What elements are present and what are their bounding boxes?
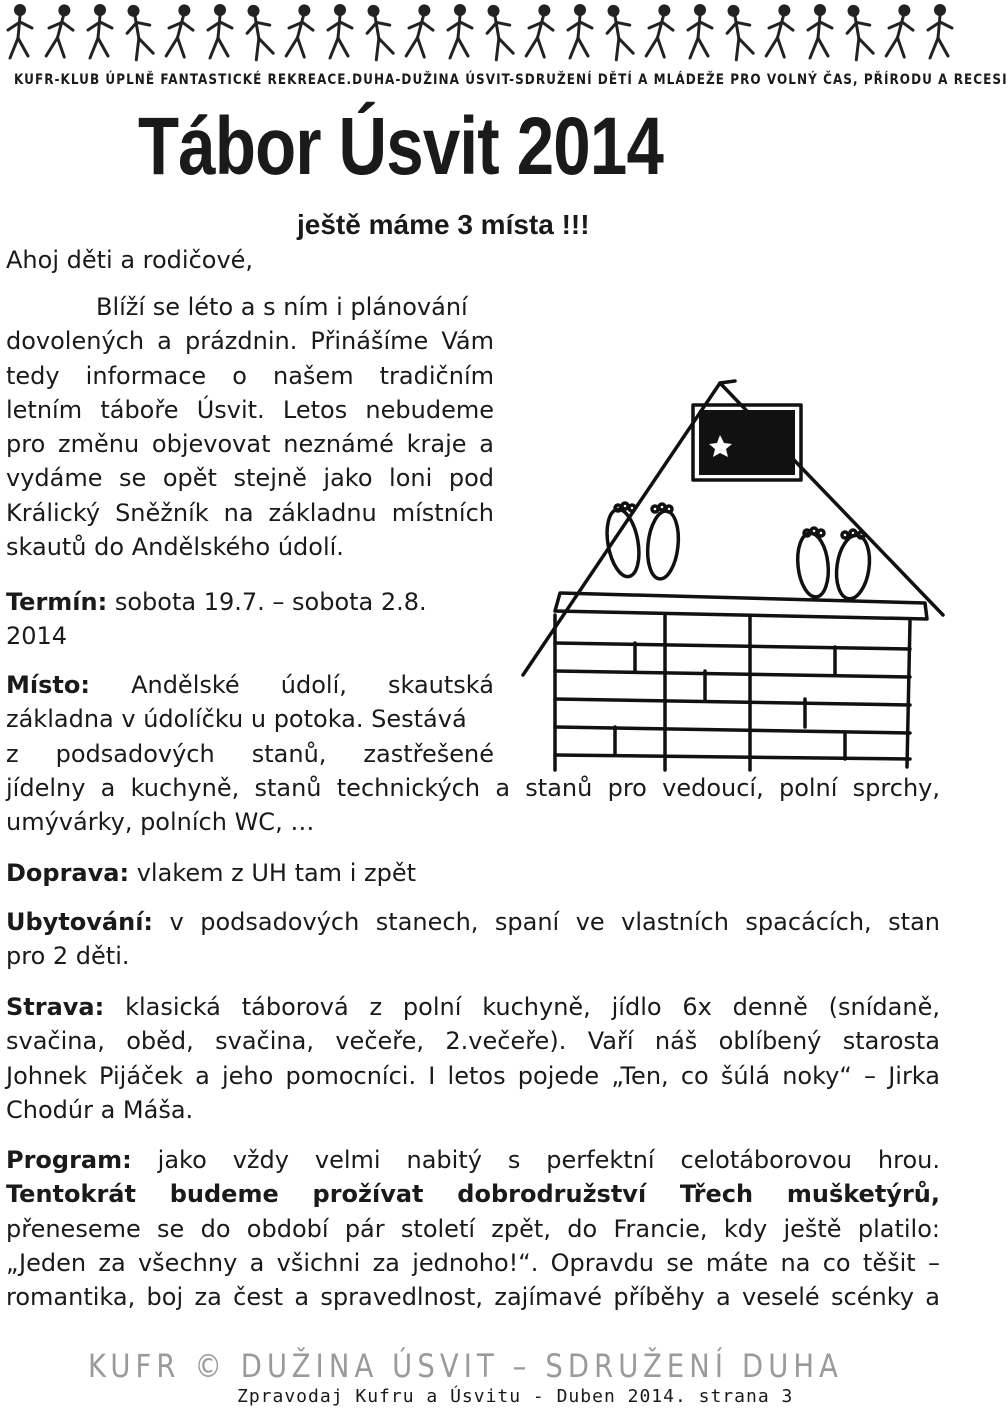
pictogram-figure-icon <box>44 2 77 59</box>
pictogram-figure-icon <box>884 2 917 59</box>
header-banner-text: KUFR-KLUB ÚPLNĚ FANTASTICKÉ REKREACE.DUHA-DUŽINA ÚSVIT-SDRUŽENÍ DĚTÍ A MLÁDEŽE PRO VOLNÝ ČAS, PŘÍRODU A RECESI <box>14 72 1008 88</box>
strava-text: klasická táborová z polní kuchyně, jídlo 6x denně (snídaně, <box>125 993 940 1021</box>
hut-illustration <box>515 375 955 785</box>
doprava-label: Doprava: <box>6 859 130 887</box>
misto-line: základna v údolíčku u potoka. Sestává <box>6 705 467 734</box>
pictogram-figure-icon <box>448 4 472 58</box>
ubytovani-label: Ubytování: <box>6 908 154 936</box>
program-text: jako vždy velmi nabitý s perfektní celotáborovou hrou. <box>157 1146 940 1174</box>
feet-right-icon <box>795 528 874 601</box>
pictogram-figure-icon <box>480 2 517 60</box>
program-line: romantika, boj za čest a spravedlnost, zajímavé příběhy a veselé scénky a <box>6 1283 940 1312</box>
intro-line: letním táboře Úsvit. Letos nebudeme <box>6 395 494 424</box>
misto-block <box>6 668 494 771</box>
intro-line: vydáme se opět stejně jako loni pod <box>6 464 494 493</box>
termin-line <box>6 585 427 619</box>
ubytovani-block <box>6 905 940 974</box>
strava-block <box>6 990 940 1127</box>
termin-dates: sobota 19.7. – sobota 2.8. <box>114 588 427 616</box>
pictogram-figure-icon <box>524 2 557 59</box>
intro-line: dovolených a prázdnin. Přinášíme Vám <box>6 327 494 356</box>
pictogram-figure-icon <box>568 4 592 58</box>
pictogram-figure-icon <box>208 4 232 58</box>
misto-line <box>6 668 494 702</box>
pictogram-figure-icon <box>644 2 677 59</box>
ubytovani-line: pro 2 děti. <box>6 942 130 971</box>
pictogram-figure-icon <box>360 2 397 60</box>
subtitle: ještě máme 3 místa !!! <box>297 209 590 240</box>
greeting: Ahoj děti a rodičové, <box>6 246 254 274</box>
misto-text: Andělské údolí, skautská <box>131 671 494 699</box>
pictogram-figure-icon <box>164 2 197 59</box>
program-line-bold: Tentokrát budeme prožívat dobrodružství Třech mušketýrů, <box>6 1180 940 1209</box>
misto-label: Místo: <box>6 671 90 699</box>
program-line: „Jeden za všechny a všichni za jednoho!“. Opravdu se máte na co těšit – <box>6 1248 940 1277</box>
svg-text:KUFR © DUŽINA ÚSVIT – SDRUŽENÍ: KUFR © DUŽINA ÚSVIT – SDRUŽENÍ DUHA <box>88 1347 971 1385</box>
header-pictogram-strip <box>0 0 960 70</box>
footer-logo-text <box>88 1345 971 1385</box>
doprava-text: vlakem z UH tam i zpět <box>136 859 416 887</box>
pictogram-figure-icon <box>328 4 352 58</box>
pictogram-figure-icon <box>808 4 832 58</box>
pictogram-figure-icon <box>120 2 157 60</box>
strava-line: svačina, oběd, svačina, večeře, 2.večeře). Vaří náš oblíbený starosta <box>6 1027 940 1056</box>
misto-line: umývárky, polních WC, … <box>6 808 315 837</box>
ubytovani-text: v podsadových stanech, spaní ve vlastních spacácích, stan <box>169 908 940 936</box>
pictogram-figure-icon <box>840 2 877 60</box>
page-title: Tábor Úsvit 2014 <box>138 101 664 192</box>
program-label: Program: <box>6 1146 132 1174</box>
program-line: přeneseme se do období pár století zpět, do Francie, kdy ještě platilo: <box>6 1214 940 1243</box>
termin-label: Termín: <box>6 588 108 616</box>
intro-line: tedy informace o našem tradičním <box>6 361 494 390</box>
pictogram-figure-icon <box>404 2 437 59</box>
termin-year: 2014 <box>6 622 68 650</box>
intro-line: Králický Sněžník na základnu místních <box>6 498 494 527</box>
strava-line: Johnek Pijáček a jeho pomocníci. I letos pojede „Ten, co šúlá noky“ – Jirka <box>6 1061 940 1090</box>
pictogram-figure-icon <box>600 2 637 60</box>
intro-line: skautů do Andělského údolí. <box>6 533 344 562</box>
misto-line: z podsadových stanů, zastřešené <box>6 739 494 768</box>
intro-line: Blíží se léto a s ním i plánování <box>96 293 468 321</box>
moon-window-icon <box>693 405 801 480</box>
strava-line: Chodúr a Máša. <box>6 1095 194 1124</box>
pictogram-figure-icon <box>284 2 317 59</box>
program-line <box>6 1143 940 1177</box>
hut-wall-planks <box>555 615 910 770</box>
ubytovani-line <box>6 905 940 939</box>
pictogram-figure-icon <box>88 4 112 58</box>
program-block <box>6 1143 940 1314</box>
pictogram-figure-icon <box>240 2 277 60</box>
doprava-line <box>6 856 416 890</box>
strava-line <box>6 990 940 1024</box>
misto-line: jídelny a kuchyně, stanů technických a stanů pro vedoucí, polní sprchy, <box>6 774 940 802</box>
pictogram-figure-icon <box>720 2 757 60</box>
pictogram-figure-icon <box>764 2 797 59</box>
intro-line: pro změnu objevovat neznámé kraje a <box>6 430 494 459</box>
hut-bench <box>555 593 927 619</box>
intro-paragraph <box>6 290 494 564</box>
footer-line: Zpravodaj Kufru a Úsvitu - Duben 2014. strana 3 <box>237 1386 794 1407</box>
pictogram-figure-icon <box>928 4 952 58</box>
strava-label: Strava: <box>6 993 105 1021</box>
pictogram-figure-icon <box>688 4 712 58</box>
